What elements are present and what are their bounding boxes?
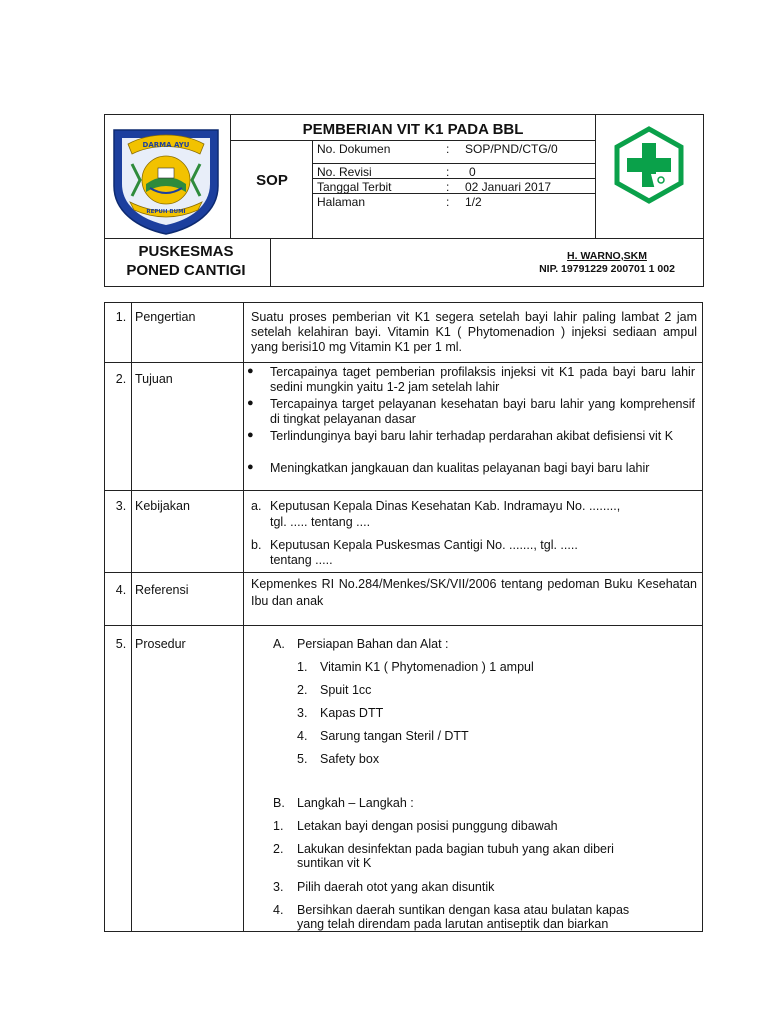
list-item: Vitamin K1 ( Phytomenadion ) 1 ampul (320, 660, 534, 674)
sop-label: SOP (256, 172, 288, 189)
list-item: suntikan vit K (297, 856, 372, 870)
section-number: 3. (115, 499, 127, 513)
section-number: 1. (115, 310, 127, 324)
list-item-number: 3. (273, 880, 284, 894)
list-item-number: 4. (273, 903, 284, 917)
list-item-number: 1. (273, 819, 284, 833)
bullet-icon: ● (247, 429, 254, 441)
list-item-number: 5. (297, 752, 308, 766)
list-item: Letakan bayi dengan posisi punggung dibawah (297, 819, 558, 833)
puskesmas-health-logo (613, 126, 685, 204)
section-label-kebijakan: Kebijakan (135, 499, 190, 513)
list-item: Pilih daerah otot yang akan disuntik (297, 880, 495, 894)
kebijakan-item-line: tentang ..... (270, 553, 333, 567)
prosedur-part-b-title: Langkah – Langkah : (297, 796, 414, 810)
section-number: 5. (115, 637, 127, 651)
list-item: Lakukan desinfektan pada bagian tubuh yang akan diberi (297, 842, 614, 856)
list-item-number: 4. (297, 729, 308, 743)
list-item: yang telah direndam pada larutan antiseptik dan biarkan (297, 917, 609, 931)
list-item: ● Terlindunginya bayi baru lahir terhadap perdarahan akibat defisiensi vit K (247, 429, 674, 443)
list-item: Bersihkan daerah suntikan dengan kasa atau bulatan kapas (297, 903, 630, 917)
referensi-text: Kepmenkes RI No.284/Menkes/SK/VII/2006 tentang pedoman Buku Kesehatan Ibu dan anak (251, 577, 697, 608)
list-item: Sarung tangan Steril / DTT (320, 729, 469, 743)
regional-emblem-logo (110, 124, 222, 236)
list-item: ● Meningkatkan jangkauan dan kualitas pelayanan bagi bayi baru lahir (247, 461, 650, 475)
kebijakan-item-line: Keputusan Kepala Dinas Kesehatan Kab. Indramayu No. ........, (270, 499, 621, 513)
list-item-number: 2. (273, 842, 284, 856)
bullet-icon: ● (247, 365, 254, 377)
pengertian-text: Suatu proses pemberian vit K1 segera setelah bayi lahir paling lambat 2 jam setelah kelahiran bayi. Vitamin K1 ( Phytomenadion ) injeksi sediaan ampul yang berisi10 mg Vitamin K1 per 1 ml. (251, 310, 697, 354)
section-label-prosedur: Prosedur (135, 637, 186, 651)
signer-block (512, 250, 702, 276)
organization-name: PUSKESMAS PONED CANTIGI (126, 243, 246, 279)
section-label-tujuan: Tujuan (135, 372, 173, 386)
list-item: Spuit 1cc (320, 683, 372, 697)
prosedur-part-b-marker: B. (273, 796, 285, 810)
list-item: ● Tercapainya taget pemberian profilaksis injeksi vit K1 pada bayi baru lahir sedini mungkin yaitu 1-2 jam setelah lahir (247, 365, 695, 394)
bullet-icon: ● (247, 461, 254, 473)
list-item-number: 3. (297, 706, 308, 720)
bullet-icon: ● (247, 397, 254, 409)
signer-nip: NIP. 19791229 200701 1 002 (539, 263, 675, 275)
signer-name: H. WARNO,SKM (567, 250, 647, 262)
section-number: 2. (115, 372, 127, 386)
list-item-number: 1. (297, 660, 308, 674)
kebijakan-item-marker: b. (251, 538, 262, 552)
kebijakan-item-line: Keputusan Kepala Puskesmas Cantigi No. ......., tgl. ..... (270, 538, 578, 552)
list-item: Safety box (320, 752, 380, 766)
section-number: 4. (115, 583, 127, 597)
list-item: ● Tercapainya target pelayanan kesehatan bayi baru lahir yang komprehensif di tingkat pelayanan dasar (247, 397, 695, 426)
prosedur-part-a-title: Persiapan Bahan dan Alat : (297, 637, 449, 651)
kebijakan-item-line: tgl. ..... tentang .... (270, 515, 371, 529)
list-item-number: 2. (297, 683, 308, 697)
section-label-pengertian: Pengertian (135, 310, 196, 324)
document-title: PEMBERIAN VIT K1 PADA BBL (302, 121, 524, 138)
svg-text:REPUH BUMI: REPUH BUMI (146, 209, 186, 215)
list-item: Kapas DTT (320, 706, 384, 720)
prosedur-part-a-marker: A. (273, 637, 285, 651)
section-label-referensi: Referensi (135, 583, 189, 597)
svg-text:DARMA AYU: DARMA AYU (142, 141, 190, 149)
kebijakan-item-marker: a. (251, 499, 262, 513)
